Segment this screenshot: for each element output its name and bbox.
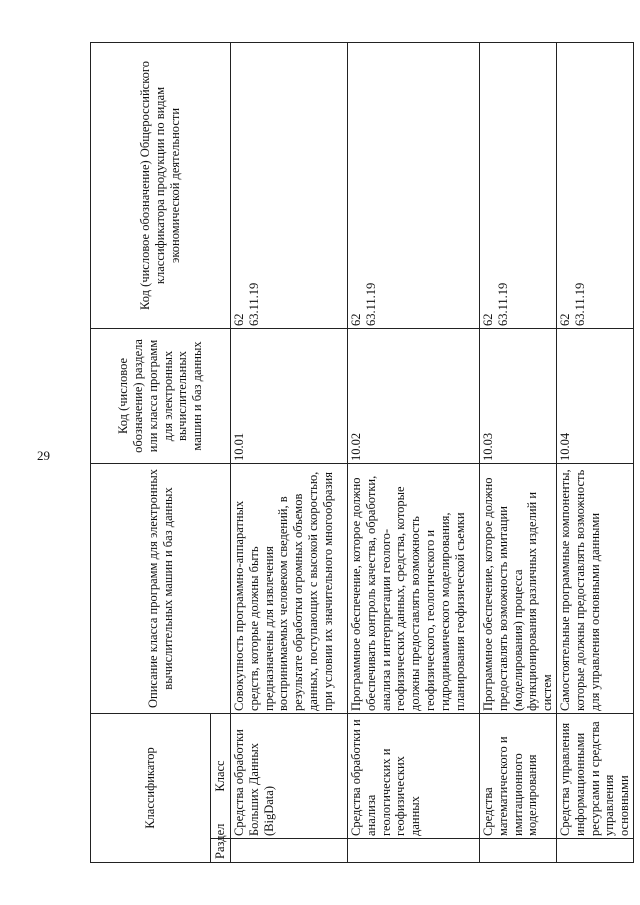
classifier-table (90, 42, 634, 863)
cell-okpd (480, 42, 557, 328)
cell-class: Средства управления информационными ресурсами и средства управления основными (556, 713, 633, 838)
cell-description: Самостоятельные программные компоненты, которые должны предоставлять возможность для управления основными данными (556, 463, 633, 713)
table-row (556, 42, 633, 862)
cell-code: 10.02 (348, 328, 480, 463)
okpd-code-value: 63.11.19 (363, 282, 378, 326)
rotated-table-container (90, 43, 632, 863)
cell-description: Программное обеспечение, которое должно обеспечивать контроль качества, обработки, анализа и интерпретации геолого-геофизических данных, средства, которые должны предоставлять возможность геофизического, геологического и гидродинамического моделирования, планирования геофизической съемки (348, 463, 480, 713)
cell-okpd (231, 42, 348, 328)
cell-okpd (348, 42, 480, 328)
cell-section (480, 839, 557, 863)
header-okpd-code: Код (числовое обозначение) Общероссийского классификатора продукции по видам экономической деятельности (91, 42, 231, 328)
header-class-code: Код (числовое обозначение) раздела или класса программ для электронных вычислительных машин и баз данных (91, 328, 231, 463)
okpd-code-value: 62 (481, 313, 495, 326)
okpd-code-value: 62 (349, 313, 363, 326)
table-row (480, 42, 557, 862)
cell-description: Программное обеспечение, которое должно предоставлять возможность имитации (моделирования) процесса функционирования различных изделий и систем (480, 463, 557, 713)
cell-section (556, 839, 633, 863)
cell-code: 10.01 (231, 328, 348, 463)
cell-okpd (556, 42, 633, 328)
cell-class: Средства обработки и анализа геологических и геофизических данных (348, 713, 480, 838)
okpd-code-value: 63.11.19 (572, 282, 587, 326)
header-classifier: Классификатор (91, 713, 211, 862)
okpd-code-value: 63.11.19 (246, 282, 261, 326)
header-section: Раздел (211, 839, 231, 863)
okpd-code-value: 62 (557, 313, 572, 326)
table-row (348, 42, 480, 862)
header-class: Класс (211, 713, 231, 838)
table-row (231, 42, 348, 862)
okpd-code-value: 62 (232, 313, 246, 326)
cell-class: Средства обработки Больших Данных (BigData) (231, 713, 348, 838)
cell-description: Совокупность программно-аппаратных средств, которые должны быть предназначены для извлечения воспринимаемых человеком сведений, в результате обработки огромных объемов данных, поступающих с высокой скоростью, при условии их значительного многообразия (231, 463, 348, 713)
cell-code: 10.03 (480, 328, 557, 463)
cell-code: 10.04 (556, 328, 633, 463)
page-number: 29 (37, 448, 50, 463)
okpd-code-value: 63.11.19 (495, 282, 510, 326)
header-description: Описание класса программ для электронных вычислительных машин и баз данных (91, 463, 231, 713)
cell-section (231, 839, 348, 863)
cell-section (348, 839, 480, 863)
cell-class: Средства математического и имитационного моделирования (480, 713, 557, 838)
